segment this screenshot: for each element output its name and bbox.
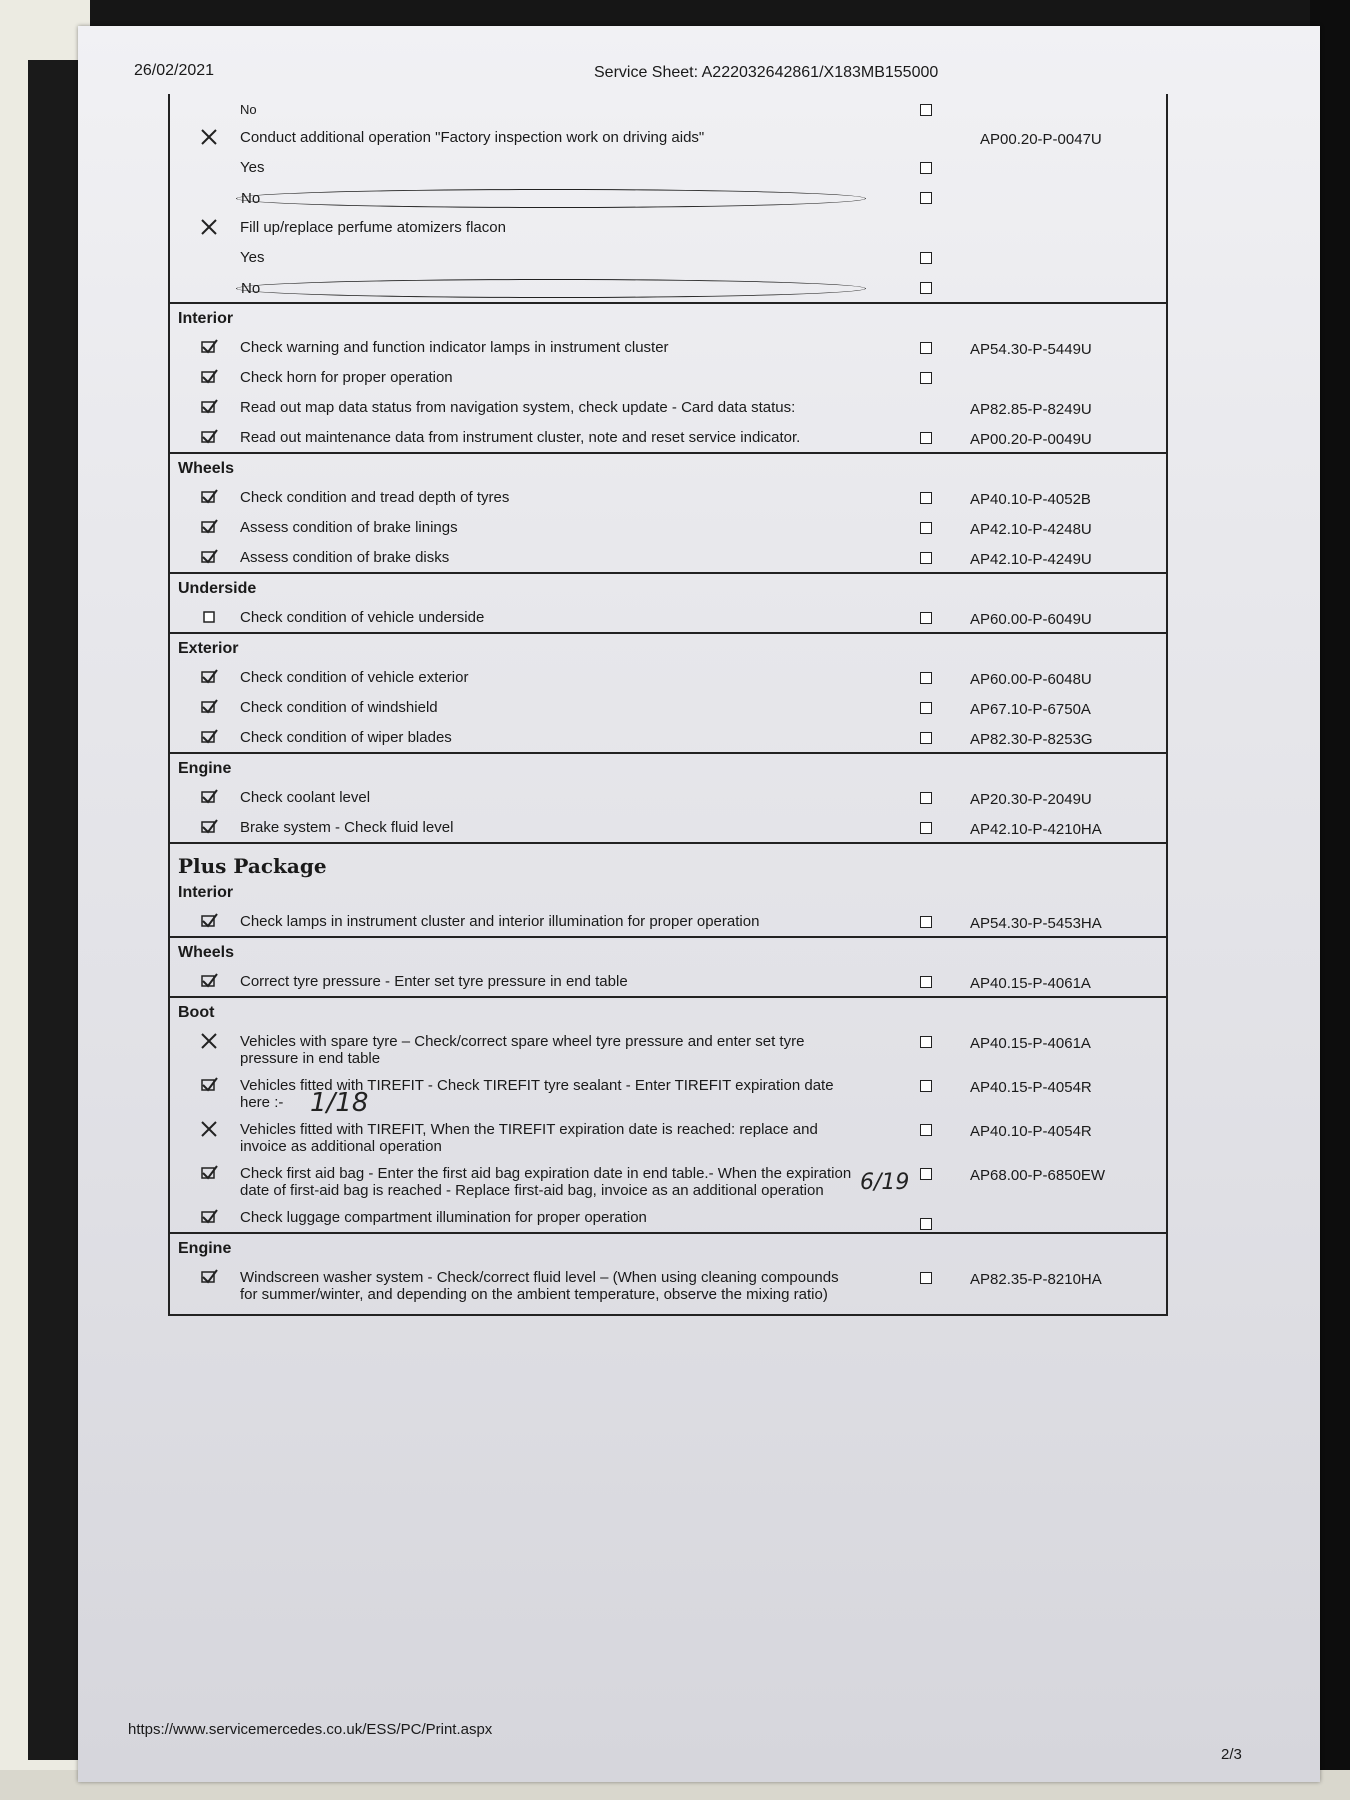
operation-code: AP54.30-P-5449U	[970, 341, 1092, 358]
item-text: Check horn for proper operation	[240, 369, 453, 386]
checkbox[interactable]	[920, 192, 932, 204]
print-date: 26/02/2021	[134, 62, 215, 79]
option-no: No	[240, 102, 257, 117]
operation-code: AP60.00-P-6049U	[970, 611, 1092, 628]
tick-mark-icon	[200, 488, 218, 506]
checkbox[interactable]	[920, 432, 932, 444]
checklist-table	[168, 94, 1168, 1316]
item-text: Assess condition of brake linings	[240, 519, 458, 536]
checkbox[interactable]	[920, 1272, 932, 1284]
plus-engine-section	[168, 1232, 1168, 1316]
checkbox[interactable]	[920, 104, 932, 116]
list-item	[170, 272, 1166, 302]
engine-section	[168, 752, 1168, 842]
checkbox[interactable]	[920, 342, 932, 354]
tick-mark-icon	[200, 698, 218, 716]
operation-code: AP60.00-P-6048U	[970, 671, 1092, 688]
item-text: Check condition of windshield	[240, 699, 438, 716]
list-item	[170, 662, 1166, 692]
operation-code: AP00.20-P-0047U	[980, 131, 1102, 148]
tick-mark-icon	[200, 368, 218, 386]
item-text: Assess condition of brake disks	[240, 549, 450, 566]
list-item	[170, 602, 1166, 632]
operation-code: AP40.15-P-4061A	[970, 975, 1091, 992]
checkbox[interactable]	[920, 492, 932, 504]
operation-code: AP82.85-P-8249U	[970, 401, 1092, 418]
operation-code: AP40.15-P-4061A	[970, 1035, 1091, 1052]
wheels-section	[168, 452, 1168, 572]
list-item	[170, 94, 1166, 122]
tick-mark-icon	[200, 1208, 218, 1226]
option-yes: Yes	[240, 249, 265, 266]
section-title: Wheels	[178, 944, 235, 961]
option-no: No	[236, 279, 866, 298]
item-text: Correct tyre pressure - Enter set tyre pressure in end table	[240, 973, 628, 990]
continuation-section	[168, 94, 1168, 302]
plus-boot-section	[168, 996, 1168, 1232]
list-item	[170, 482, 1166, 512]
cross-mark-icon	[200, 128, 218, 146]
item-text: Vehicles fitted with TIREFIT - Check TIREFIT tyre sealant - Enter TIREFIT expiration date here :-	[240, 1077, 834, 1111]
checkbox[interactable]	[920, 702, 932, 714]
tick-mark-icon	[200, 788, 218, 806]
list-item	[170, 182, 1166, 212]
underside-section	[168, 572, 1168, 632]
section-title: Interior	[178, 310, 234, 327]
cross-mark-icon	[200, 1032, 218, 1050]
list-item	[170, 212, 1166, 242]
tick-mark-icon	[200, 338, 218, 356]
item-text: Check first aid bag - Enter the first aid bag expiration date in end table.- When the expiration date of first-aid bag is reached - Replace first-aid bag, invoice as an additional operation	[240, 1165, 852, 1199]
cross-mark-icon	[200, 218, 218, 236]
tick-mark-icon	[200, 1076, 218, 1094]
operation-code: AP40.10-P-4052B	[970, 491, 1091, 508]
list-item	[170, 152, 1166, 182]
item-text: Check condition of vehicle exterior	[240, 669, 469, 686]
list-item	[170, 1026, 1166, 1070]
tick-mark-icon	[200, 972, 218, 990]
operation-code: AP42.10-P-4210HA	[970, 821, 1102, 838]
interior-section	[168, 302, 1168, 452]
exterior-section	[168, 632, 1168, 752]
item-text: Check condition and tread depth of tyres	[240, 489, 510, 506]
operation-code: AP82.30-P-8253G	[970, 731, 1093, 748]
item-text: Check lamps in instrument cluster and interior illumination for proper operation	[240, 913, 760, 930]
checkbox[interactable]	[920, 1080, 932, 1092]
list-item	[170, 542, 1166, 572]
handwritten-firstaid-date: 6/19	[860, 1170, 910, 1195]
checkbox[interactable]	[920, 612, 932, 624]
list-item	[170, 1070, 1166, 1118]
operation-code: AP40.15-P-4054R	[970, 1079, 1092, 1096]
section-title: Boot	[178, 1004, 215, 1021]
tick-mark-icon	[200, 428, 218, 446]
operation-code: AP82.35-P-8210HA	[970, 1271, 1102, 1288]
list-item	[170, 392, 1166, 422]
item-text: Windscreen washer system - Check/correct fluid level – (When using cleaning compounds for summer/winter, and depending on the ambient temperature, observe the mixing ratio)	[240, 1269, 839, 1303]
checkbox[interactable]	[920, 1124, 932, 1136]
item-text: Vehicles with spare tyre – Check/correct spare wheel tyre pressure and enter set tyre pressure in end table	[240, 1033, 805, 1067]
checkbox[interactable]	[920, 522, 932, 534]
tick-mark-icon	[200, 1268, 218, 1286]
list-item	[170, 362, 1166, 392]
checkbox[interactable]	[920, 1036, 932, 1048]
list-item	[170, 512, 1166, 542]
item-text: Read out map data status from navigation system, check update - Card data status:	[240, 399, 796, 416]
list-item	[170, 332, 1166, 362]
list-item	[170, 1114, 1166, 1158]
item-text: Vehicles fitted with TIREFIT, When the TIREFIT expiration date is reached: replace and invoice as additional operation	[240, 1121, 818, 1155]
empty-checkbox-icon	[200, 608, 218, 626]
checkbox[interactable]	[920, 1168, 932, 1180]
cross-mark-icon	[200, 1120, 218, 1138]
operation-code: AP40.10-P-4054R	[970, 1123, 1092, 1140]
item-text: Fill up/replace perfume atomizers flacon	[240, 219, 506, 236]
list-item	[170, 722, 1166, 752]
tick-mark-icon	[200, 1164, 218, 1182]
section-title: Exterior	[178, 640, 239, 657]
list-item	[170, 1202, 1166, 1232]
item-text: Brake system - Check fluid level	[240, 819, 454, 836]
item-text: Read out maintenance data from instrument cluster, note and reset service indicator.	[240, 429, 801, 446]
footer-url: https://www.servicemercedes.co.uk/ESS/PC/Print.aspx	[128, 1721, 493, 1738]
item-text: Conduct additional operation "Factory inspection work on driving aids"	[240, 129, 705, 146]
item-text: Check condition of vehicle underside	[240, 609, 485, 626]
operation-code: AP20.30-P-2049U	[970, 791, 1092, 808]
sheet-title: Service Sheet: A222032642861/X183MB155000	[594, 64, 939, 81]
page-number: 2/3	[1221, 1746, 1242, 1763]
list-item	[170, 1158, 1166, 1202]
checkbox[interactable]	[920, 732, 932, 744]
tick-mark-icon	[200, 398, 218, 416]
plus-package-title: Plus Package	[178, 854, 327, 878]
list-item	[170, 122, 1166, 152]
tick-mark-icon	[200, 548, 218, 566]
tick-mark-icon	[200, 518, 218, 536]
checkbox[interactable]	[920, 672, 932, 684]
option-no: No	[236, 189, 866, 208]
option-yes: Yes	[240, 159, 265, 176]
item-text: Check coolant level	[240, 789, 371, 806]
tick-mark-icon	[200, 912, 218, 930]
checkbox[interactable]	[920, 822, 932, 834]
tick-mark-icon	[200, 728, 218, 746]
operation-code: AP54.30-P-5453HA	[970, 915, 1102, 932]
list-item	[170, 692, 1166, 722]
item-text: Check luggage compartment illumination for proper operation	[240, 1209, 647, 1226]
plus-wheels-section	[168, 936, 1168, 996]
list-item	[170, 782, 1166, 812]
section-title: Wheels	[178, 460, 235, 477]
checkbox[interactable]	[920, 792, 932, 804]
list-item	[170, 1262, 1166, 1314]
section-title: Engine	[178, 760, 232, 777]
section-title: Interior	[178, 884, 234, 901]
service-sheet-page	[78, 26, 1320, 1782]
checkbox[interactable]	[920, 282, 932, 294]
list-item	[170, 242, 1166, 272]
section-title: Underside	[178, 580, 257, 597]
tick-mark-icon	[200, 668, 218, 686]
plus-package-section	[168, 842, 1168, 936]
checkbox[interactable]	[920, 976, 932, 988]
list-item	[170, 966, 1166, 996]
operation-code: AP68.00-P-6850EW	[970, 1167, 1106, 1184]
item-text: Check warning and function indicator lamps in instrument cluster	[240, 339, 669, 356]
checkbox[interactable]	[920, 1218, 932, 1230]
handwritten-tirefit-date: 1/18	[310, 1088, 369, 1118]
operation-code: AP67.10-P-6750A	[970, 701, 1091, 718]
list-item	[170, 906, 1166, 936]
checkbox[interactable]	[920, 552, 932, 564]
operation-code: AP42.10-P-4249U	[970, 551, 1092, 568]
operation-code: AP42.10-P-4248U	[970, 521, 1092, 538]
checkbox[interactable]	[920, 916, 932, 928]
operation-code: AP00.20-P-0049U	[970, 431, 1092, 448]
checkbox[interactable]	[920, 372, 932, 384]
tick-mark-icon	[200, 818, 218, 836]
list-item	[170, 812, 1166, 842]
item-text: Check condition of wiper blades	[240, 729, 452, 746]
checkbox[interactable]	[920, 162, 932, 174]
checkbox[interactable]	[920, 252, 932, 264]
section-title: Engine	[178, 1240, 232, 1257]
list-item	[170, 422, 1166, 452]
